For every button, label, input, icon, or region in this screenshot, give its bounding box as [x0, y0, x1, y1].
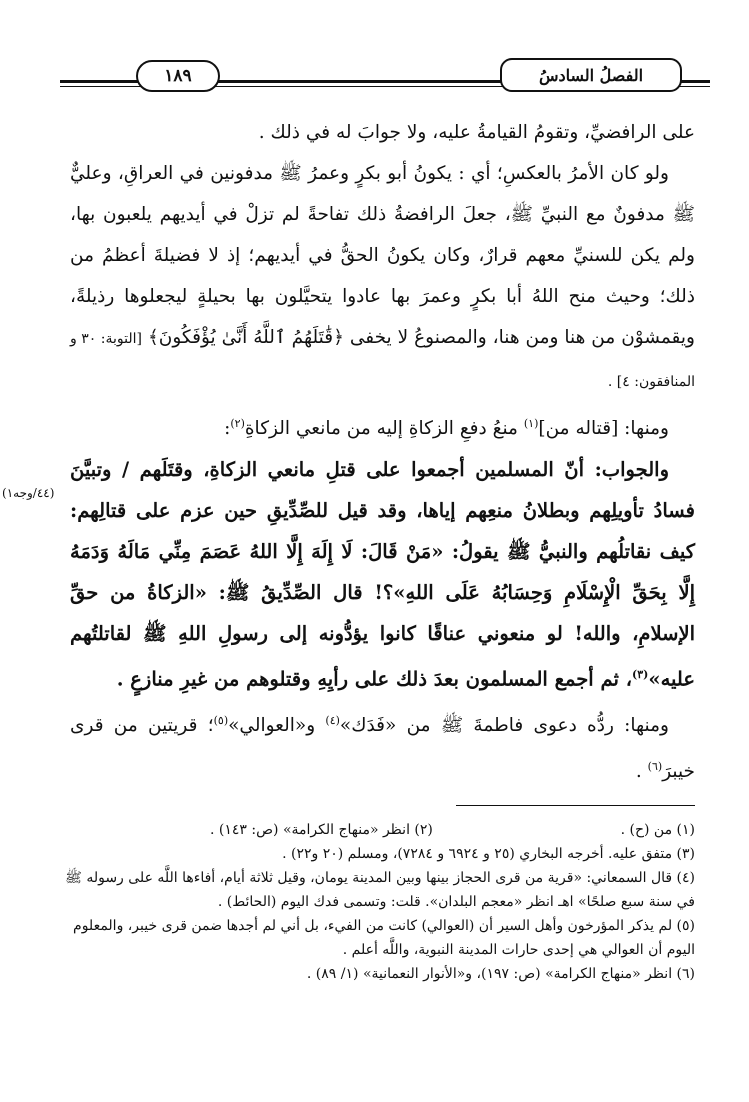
footnote-5: (٥) لم يذكر المؤرخون وأهل السير أن (العوالي) كانت من الفيء، بل أني لم أجدها ضمن قرى خيبر، والمعلوم اليوم أن العوالي هي إحدى حارات المدينة النبوية، واللَّه أعلم . [73, 918, 695, 958]
paragraph-5-text-a: ومنها: ردُّه دعوى فاطمةَ ﷺ من «فَدَك» [339, 714, 669, 736]
paragraph-2-text: ولو كان الأمرُ بالعكسِ؛ أي : يكونُ أبو بكرٍ وعمرُ ﷺ مدفونين في العراقِ، وعليٌّ ﷺ مدفونٌ مع النبيِّ ﷺ، جعلَ الرافضةُ ذلك تفاحةً لم تزلْ في أيديهم يلعبون بها، ولم يكن للسنيِّ معهم قرارٌ، وكان يكونُ الحقُّ في أيديهم؛ إذ لا فضيلةَ أعظمُ من ذلك؛ وحيث منح اللهُ أبا بكرٍ وعمرَ بها عادوا يتحيَّلون بها بحيلةٍ ليجعلوها رذيلةً، ويقمشوْن من هنا ومن هنا، والمصنوعُ لا يخفى ﴿قَٰتَلَهُمُ ٱللَّهُ أَنَّىٰ يُؤْفَكُونَ﴾ [70, 163, 695, 348]
paragraph-2 [70, 153, 695, 403]
footnote-ref-4: (٤) [325, 713, 340, 727]
footnote-separator [456, 805, 695, 806]
footnote-2: (٢) انظر «منهاج الكرامة» (ص: ١٤٣) . [210, 822, 433, 838]
footnote-6: (٦) انظر «منهاج الكرامة» (ص: ١٩٧)، و«الأنوار النعمانية» (١/ ٨٩) . [306, 966, 695, 982]
paragraph-3-text-a: ومنها: [قتاله من] [538, 418, 669, 440]
paragraph-1: على الرافضيِّ، وتقومُ القيامةُ عليه، ولا جوابَ له في ذلك . [258, 122, 695, 143]
page-header [60, 40, 710, 100]
page-number: ١٨٩ [136, 60, 220, 92]
footnotes [60, 818, 695, 986]
paragraph-4-text-a: والجواب: أنّ المسلمين أجمعوا على قتلِ مانعي الزكاةِ، وقتَلَهم / وتبيَّنَ فسادُ تأويلِهم وبطلانُ منعِهم إياها، وقد قيل للصِّدِّيقِ حين عزم على قتالِهم: كيف نقاتلُهم والنبيُّ ﷺ يقولُ: «مَنْ قَالَ: لَا إِلَهَ إِلَّا اللهُ عَصَمَ مِنِّي مَالَهُ وَدَمَهُ إِلَّا بِحَقِّ الْإِسْلَامِ وَحِسَابُهُ عَلَى اللهِ»؟! قال الصِّدِّيقُ ﷺ: «الزكاةُ من حقِّ الإسلامِ، والله! لو منعوني عناقًا كانوا يؤدُّونه إلى رسولِ اللهِ ﷺ لقاتلتُهم عليه» [70, 458, 695, 691]
paragraph-5-text-d: . [635, 760, 648, 782]
footnote-1: (١) من (ح) . [620, 822, 695, 838]
quran-reference: [التوبة: ٣٠ و المنافقون: ٤] . [70, 331, 695, 390]
paragraph-5-text-c: ؛ قريتين من قرى خيبرَ [70, 714, 695, 782]
paragraph-4-text-b: ، ثم أجمع المسلمون بعدَ ذلك على رأيِهِ وقتلوهم من غيرِ منازعٍ . [116, 667, 633, 691]
paragraph-5 [70, 700, 695, 792]
footnote-row-1 [60, 818, 695, 842]
paragraph-3 [70, 403, 695, 449]
footnote-ref-6: (٦) [647, 759, 663, 773]
paragraph-4 [70, 449, 695, 700]
paragraph-3-text-c: : [224, 418, 231, 440]
chapter-title: الفصلُ السادسُ [500, 58, 682, 92]
paragraph-3-text-b: منعُ دفعِ الزكاةِ إليه من مانعي الزكاةِ [244, 418, 524, 440]
footnote-ref-5: (٥) [213, 713, 229, 727]
footnote-4: (٤) قال السمعاني: «قرية من قرى الحجاز بينها وبين المدينة يومان، وقيل ثلاثة أيام، أفاءها اللَّه على رسوله ﷺ في سنة سبع صلحًا» اهـ انظر «معجم البلدان». قلت: وتسمى فدك اليوم (الحائط) . [64, 870, 695, 910]
margin-note: (٤٤/وجه١) [2, 486, 55, 500]
main-text [70, 112, 695, 792]
footnote-ref-2: (٢) [230, 417, 245, 430]
footnote-ref-3: (٣) [632, 668, 649, 682]
footnote-3: (٣) متفق عليه. أخرجه البخاري (٢٥ و ٦٩٢٤ و ٧٢٨٤)، ومسلم (٢٠ و٢٢) . [282, 846, 695, 862]
paragraph-5-text-b: و«العوالي» [228, 714, 326, 736]
footnote-ref-1: (١) [523, 417, 539, 430]
